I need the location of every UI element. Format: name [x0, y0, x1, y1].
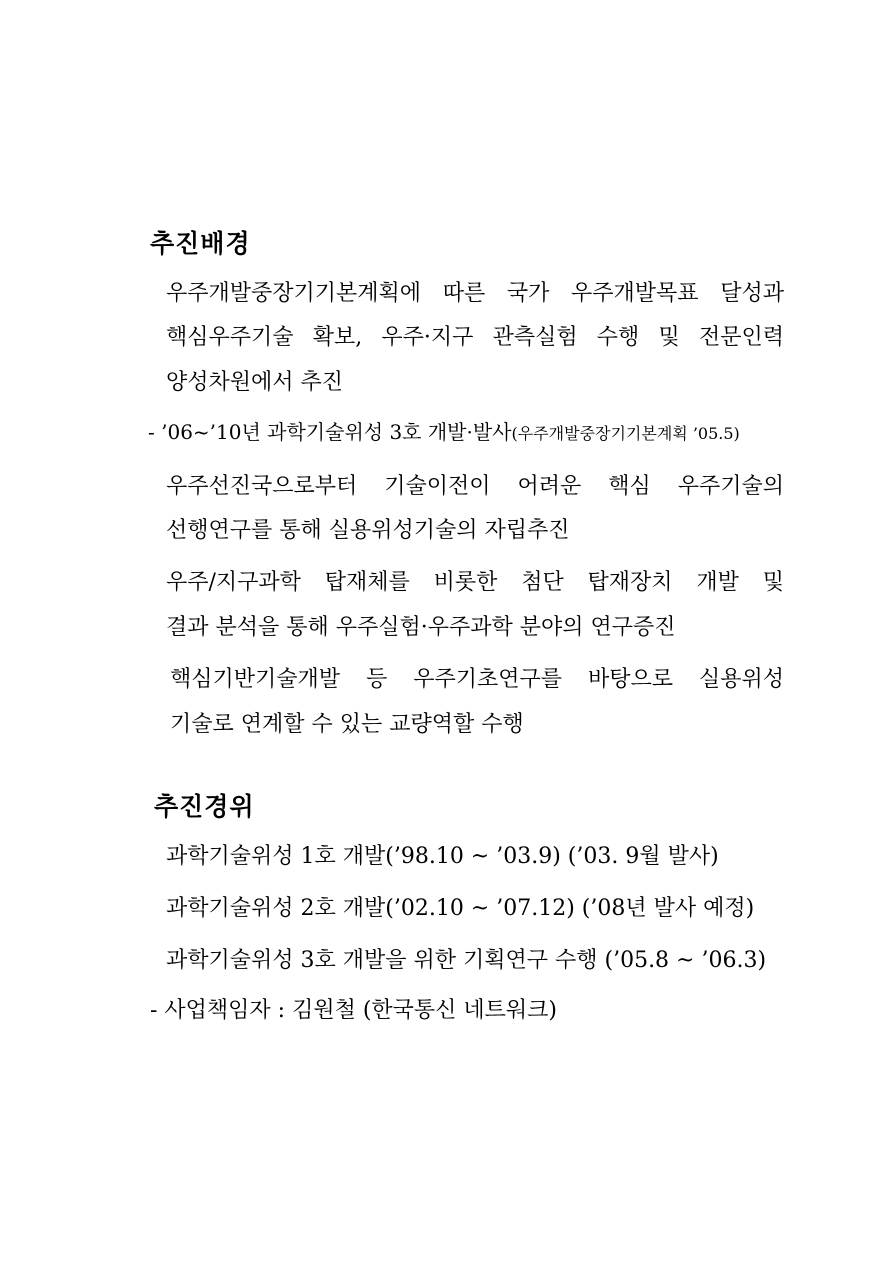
- word: 우주개발목표: [571, 281, 699, 306]
- section-heading-background: 추진배경: [150, 229, 251, 258]
- background-paragraph-1-line-1: [166, 283, 784, 305]
- word: 탑재체를: [324, 570, 410, 595]
- history-item-4: - 사업책임자 : 김원철 (한국통신 네트워크): [150, 998, 558, 1023]
- word: 확보,: [312, 325, 363, 350]
- word: 우주·지구: [381, 325, 474, 350]
- word: 바탕으로: [587, 667, 673, 692]
- word: 핵심: [608, 474, 651, 499]
- background-paragraph-2-line-1: [166, 476, 784, 498]
- history-item-2: 과학기술위성 2호 개발(’02.10 ~ ’07.12) (’08년 발사 예정): [166, 896, 755, 921]
- word: 개발: [696, 570, 739, 595]
- word: 첨단: [521, 570, 564, 595]
- word: 핵심기반기술개발: [170, 667, 341, 692]
- word: 우주개발중장기기본계획에: [166, 281, 422, 306]
- word: 어려운: [517, 474, 582, 499]
- background-paragraph-2-line-2: 선행연구를 통해 실용위성기술의 자립추진: [166, 518, 570, 543]
- note-main: - ’06~’10년 과학기술위성 3호 개발·발사: [148, 420, 512, 444]
- word: 우주기초연구를: [413, 667, 562, 692]
- word: 비롯한: [433, 570, 498, 595]
- word: 국가: [506, 281, 550, 306]
- word: 달성과: [720, 281, 784, 306]
- word: 기술이전이: [384, 474, 491, 499]
- word: 우주기술의: [677, 474, 784, 499]
- history-item-1: 과학기술위성 1호 개발(’98.10 ~ ’03.9) (’03. 9월 발사): [166, 844, 719, 869]
- section-heading-history: 추진경위: [154, 792, 255, 821]
- background-paragraph-3-line-1: [166, 572, 784, 594]
- background-note: [148, 422, 740, 442]
- word: 및: [762, 570, 784, 595]
- background-paragraph-1-line-3: 양성차원에서 추진: [166, 370, 344, 395]
- background-paragraph-4-line-1: [170, 669, 784, 691]
- word: 탑재장치: [587, 570, 673, 595]
- background-paragraph-3-line-2: 결과 분석을 통해 우주실험·우주과학 분야의 연구증진: [166, 615, 676, 640]
- word: 우주/지구과학: [166, 570, 301, 595]
- word: 등: [366, 667, 388, 692]
- word: 핵심우주기술: [166, 325, 294, 350]
- word: 우주선진국으로부터: [166, 474, 358, 499]
- word: 따른: [442, 281, 486, 306]
- word: 관측실험: [492, 325, 578, 350]
- background-paragraph-4-line-2: 기술로 연계할 수 있는 교량역할 수행: [170, 712, 524, 737]
- word: 수행: [596, 325, 640, 350]
- history-item-3: 과학기술위성 3호 개발을 위한 기획연구 수행 (’05.8 ~ ’06.3): [166, 948, 767, 973]
- word: 실용위성: [698, 667, 784, 692]
- background-paragraph-1-line-2: [166, 327, 784, 349]
- note-source: (우주개발중장기기본계획 ’05.5): [511, 424, 740, 443]
- word: 전문인력: [698, 325, 784, 350]
- word: 및: [658, 325, 680, 350]
